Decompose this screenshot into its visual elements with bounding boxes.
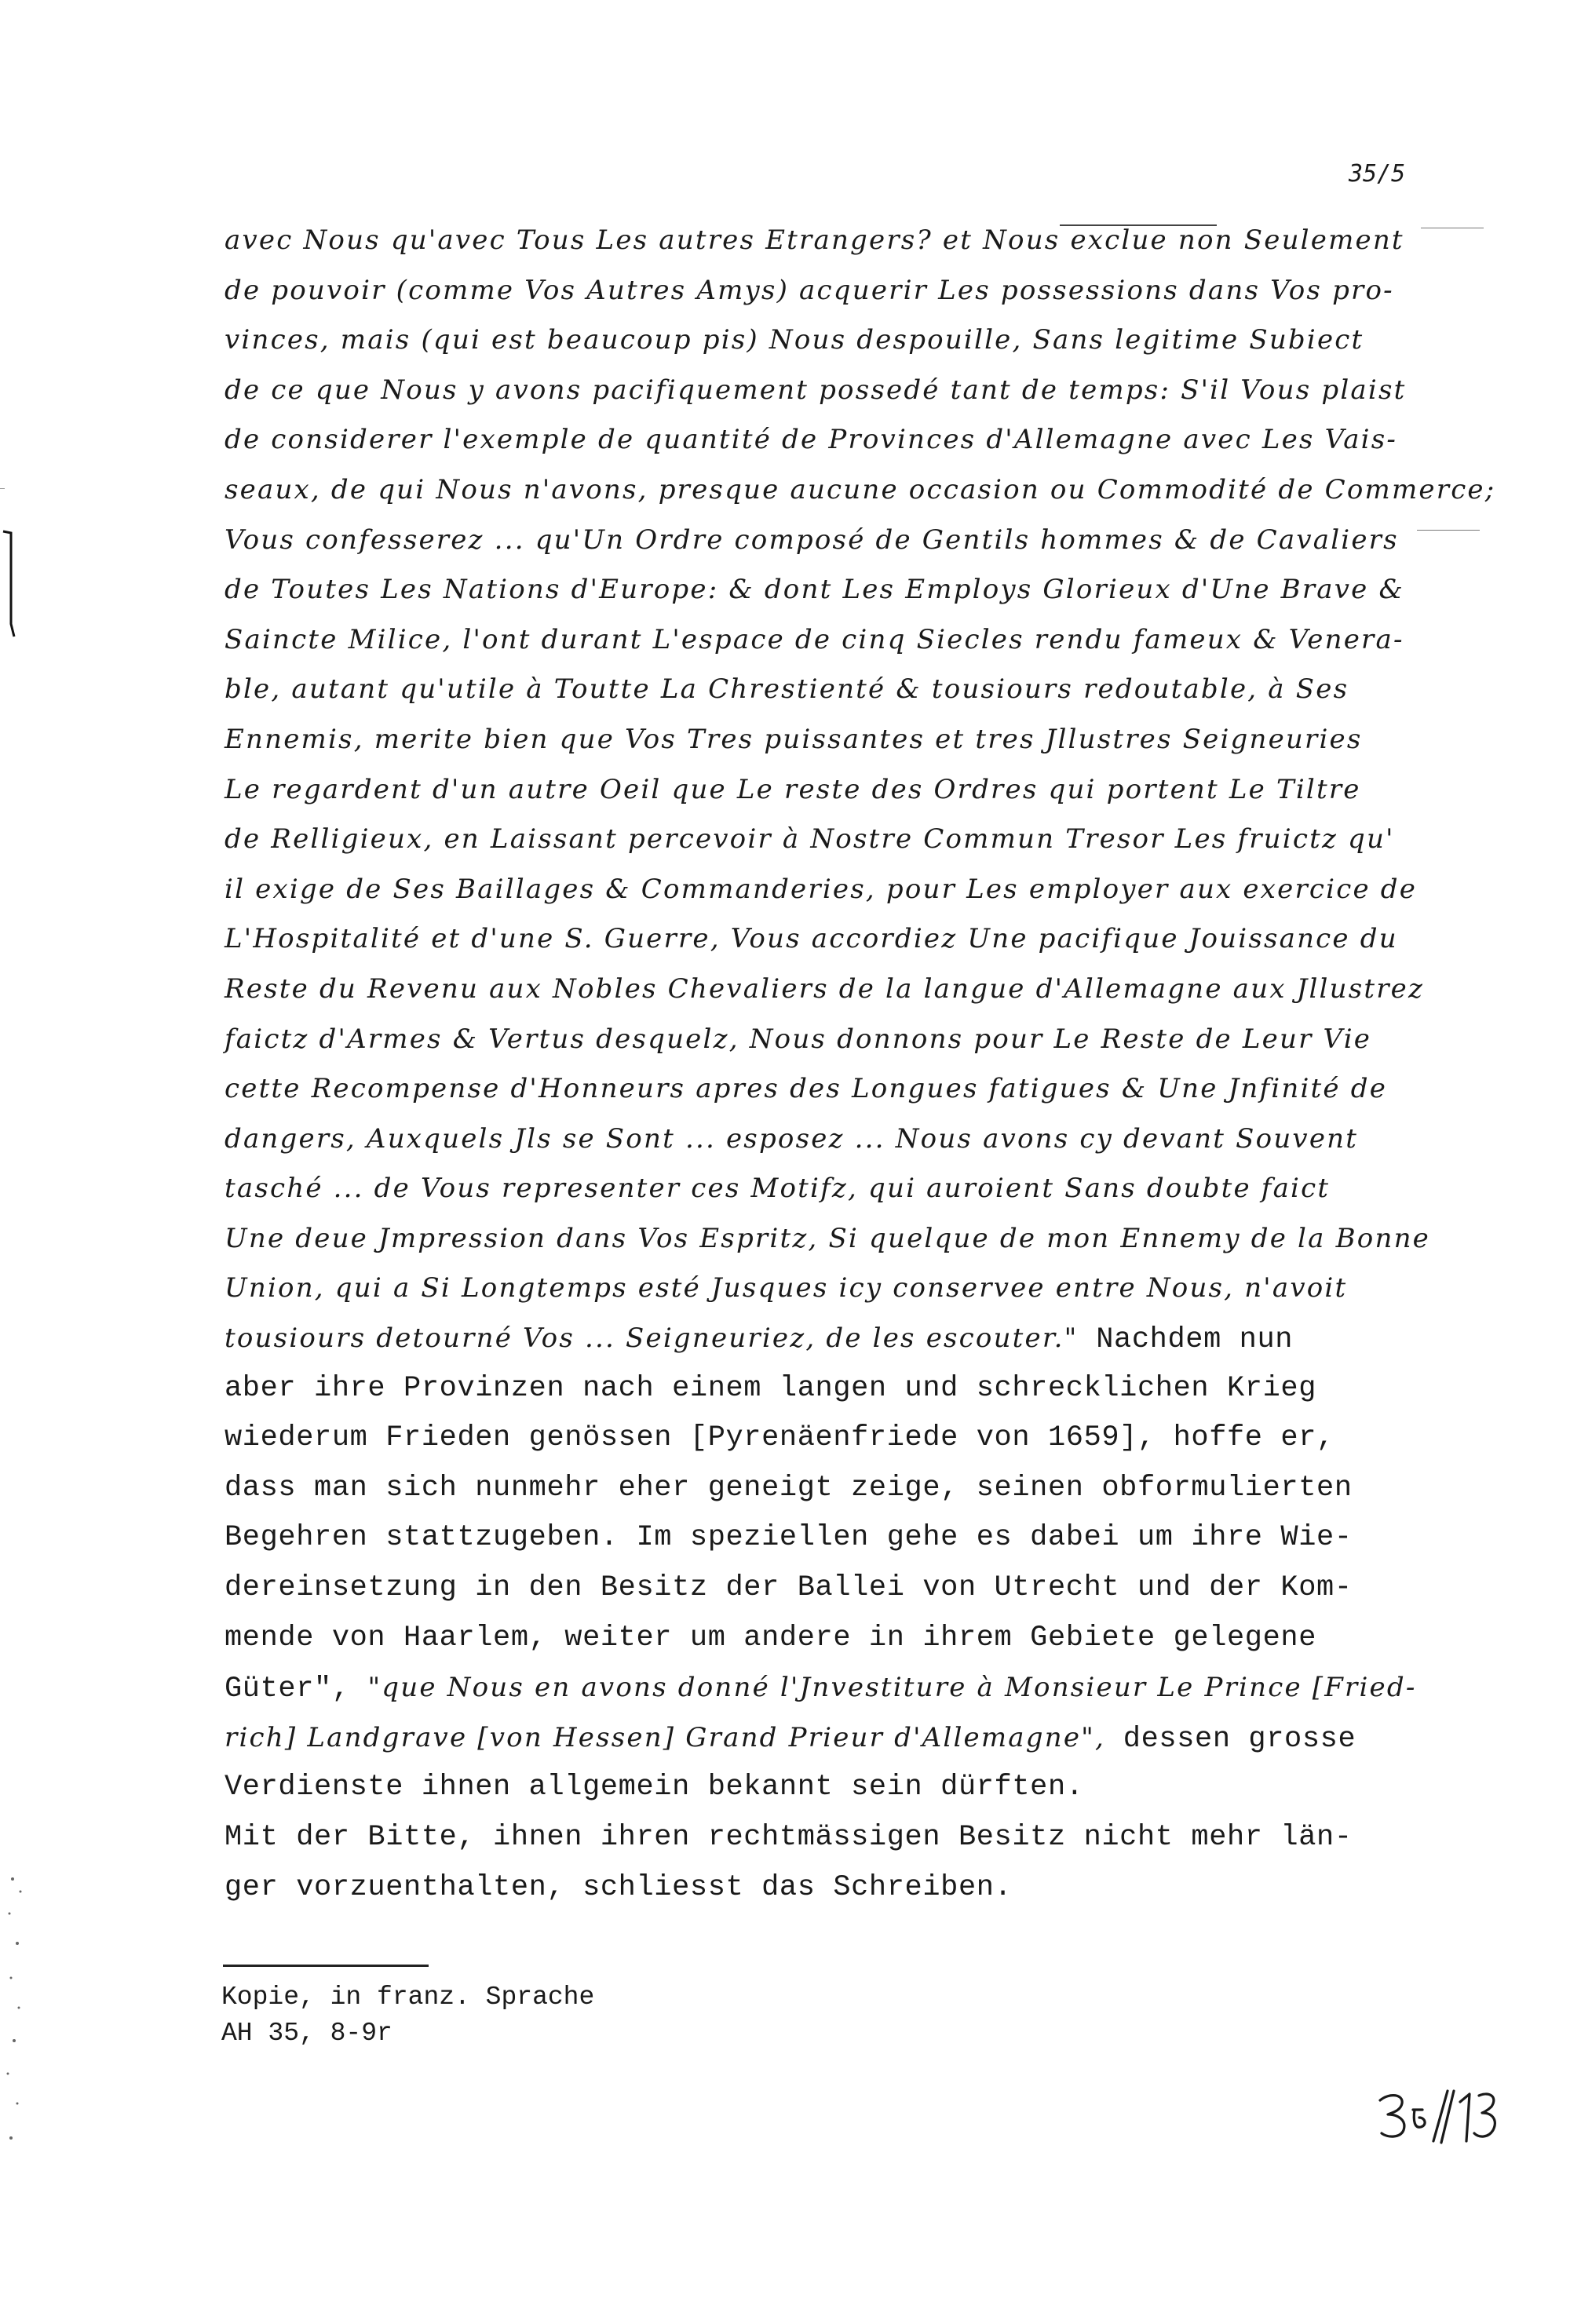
german-text: Verdienste ihnen allgemein bekannt sein dürften. <box>225 1771 1084 1804</box>
quoted-french-text: Saincte Milice, l'ont durant L'espace de cinq Siecles rendu fameux & Venera- <box>225 623 1404 655</box>
quoted-french-text: il exige de Ses Baillages & Commanderies, pour Les employer aux exercice de <box>225 873 1418 905</box>
text-line <box>225 715 1449 765</box>
german-text: dass man sich nunmehr eher geneigt zeige, seinen obformulierten <box>225 1471 1353 1505</box>
text-line <box>225 516 1449 566</box>
footnote <box>221 1979 594 2052</box>
quoted-french-text: Le regardent d'un autre Oeil que Le reste des Ordres qui portent Le Tiltre <box>225 773 1361 805</box>
text-line <box>225 615 1449 666</box>
footnote-line: AH 35, 8-9r <box>221 2019 392 2048</box>
quoted-french-text: de Relligieux, en Laissant percevoir à Nostre Commun Tresor Les fruictz qu' <box>225 823 1395 856</box>
text-line <box>225 1464 1449 1514</box>
text-line <box>225 1414 1449 1464</box>
quoted-french-text: cette Recompense d'Honneurs apres des Longues fatigues & Une Jnfinité de <box>225 1073 1388 1105</box>
quoted-french-text: dangers, Auxquels Jls se Sont ... esposez ... Nous avons cy devant Souvent <box>225 1122 1359 1155</box>
quoted-french-text: de ce que Nous y avons pacifiquement possedé tant de temps: S'il Vous plaist <box>225 374 1407 406</box>
quoted-french-text: vinces, mais (qui est beaucoup pis) Nous despouille, Sans legitime Subiect <box>225 324 1364 356</box>
quoted-french-text: L'Hospitalité et d'une S. Guerre, Vous accordiez Une pacifique Jouissance du <box>225 923 1398 955</box>
handwritten-folio-number <box>1375 2086 1501 2147</box>
text-line <box>225 366 1449 416</box>
text-line <box>225 1513 1449 1563</box>
german-text: Mit der Bitte, ihnen ihren rechtmässigen Besitz nicht mehr län- <box>225 1821 1353 1854</box>
text-line <box>225 1863 1449 1914</box>
text-line <box>225 266 1449 316</box>
text-line <box>225 815 1449 865</box>
page-number: 35/5 <box>1349 160 1406 188</box>
text-line <box>225 1314 1449 1364</box>
german-text: Nachdem nun <box>1078 1323 1294 1357</box>
quoted-french-text: Une deue Jmpression dans Vos Espritz, Si quelque de mon Ennemy de la Bonne <box>225 1222 1430 1254</box>
german-text: aber ihre Provinzen nach einem langen und schrecklichen Krieg <box>225 1371 1317 1405</box>
scan-speckles <box>3 1868 38 2166</box>
german-text: mende von Haarlem, weiter um andere in ihrem Gebiete gelegene <box>225 1621 1317 1655</box>
scan-stroke <box>0 488 5 489</box>
quoted-french-text: de considerer l'exemple de quantité de Provinces d'Allemagne avec Les Vais- <box>225 424 1398 456</box>
text-line <box>225 665 1449 715</box>
text-line <box>225 1115 1449 1165</box>
text-line <box>225 1713 1449 1764</box>
german-text: ger vorzuenthalten, schliesst das Schreiben. <box>225 1870 1013 1904</box>
text-line <box>225 865 1449 915</box>
quoted-french-text: tasché ... de Vous representer ces Motifz, qui auroient Sans doubte faict <box>225 1173 1331 1205</box>
text-line <box>225 216 1449 266</box>
footnote-rule <box>223 1965 429 1967</box>
quoted-french-text: ble, autant qu'utile à Toutte La Chrestienté & tousiours redoutable, à Ses <box>225 673 1349 706</box>
text-line <box>225 1563 1449 1614</box>
footnote-line: Kopie, in franz. Sprache <box>221 1983 595 2012</box>
quoted-french-text: avec Nous qu'avec Tous Les autres Etrangers? et Nous exclue non Seulement <box>225 224 1404 256</box>
scan-stroke <box>1417 530 1480 531</box>
german-text: dereinsetzung in den Besitz der Ballei von Utrecht und der Kom- <box>225 1571 1353 1605</box>
text-line <box>225 1813 1449 1863</box>
text-line <box>225 316 1449 366</box>
german-text: wiederum Frieden genössen [Pyrenäenfriede von 1659], hoffe er, <box>225 1421 1334 1455</box>
german-text: Begehren stattzugeben. Im speziellen gehe es dabei um ihre Wie- <box>225 1521 1353 1555</box>
body-text <box>225 216 1496 1913</box>
text-line <box>225 1763 1449 1813</box>
quoted-french-text: rich] Landgrave [von Hessen] Grand Prieur d'Allemagne", <box>225 1721 1105 1753</box>
text-line <box>225 1214 1449 1264</box>
quoted-french-text: Ennemis, merite bien que Vos Tres puissantes et tres Jllustres Seigneuries <box>225 723 1363 755</box>
quoted-french-text: de pouvoir (comme Vos Autres Amys) acquerir Les possessions dans Vos pro- <box>225 274 1394 306</box>
quoted-french-text: Union, qui a Si Longtemps esté Jusques icy conservee entre Nous, n'avoit <box>225 1272 1348 1304</box>
quoted-french-text: Vous confesserez ... qu'Un Ordre composé de Gentils hommes & de Cavaliers <box>225 524 1399 556</box>
text-line <box>225 1264 1449 1314</box>
text-line <box>225 1064 1449 1115</box>
text-line <box>225 1164 1449 1214</box>
quoted-french-text: faictz d'Armes & Vertus desquelz, Nous donnons pour Le Reste de Leur Vie <box>225 1023 1372 1055</box>
text-line <box>225 565 1449 615</box>
text-line <box>225 1364 1449 1414</box>
german-text: dessen grosse <box>1105 1722 1356 1756</box>
quoted-french-text: seaux, de qui Nous n'avons, presque aucune occasion ou Commodité de Commerce; <box>225 473 1496 505</box>
text-line <box>225 765 1449 815</box>
quoted-french-text: "que Nous en avons donné l'Jnvestiture à Monsieur Le Prince [Fried- <box>367 1672 1417 1704</box>
text-line <box>225 415 1449 465</box>
german-text: Güter", <box>225 1673 368 1706</box>
text-line <box>225 1614 1449 1664</box>
quoted-french-text: Reste du Revenu aux Nobles Chevaliers de la langue d'Allemagne aux Jllustrez <box>225 972 1425 1005</box>
text-line <box>225 914 1449 965</box>
text-line <box>225 465 1496 516</box>
scan-stroke <box>1060 224 1217 226</box>
text-line <box>225 1015 1449 1065</box>
text-line <box>225 1663 1449 1713</box>
quoted-french-text: de Toutes Les Nations d'Europe: & dont Les Employs Glorieux d'Une Brave & <box>225 574 1404 606</box>
text-line <box>225 965 1449 1015</box>
margin-bracket <box>0 530 19 640</box>
quoted-french-text: tousiours detourné Vos ... Seigneuriez, de les escouter." <box>225 1323 1079 1355</box>
